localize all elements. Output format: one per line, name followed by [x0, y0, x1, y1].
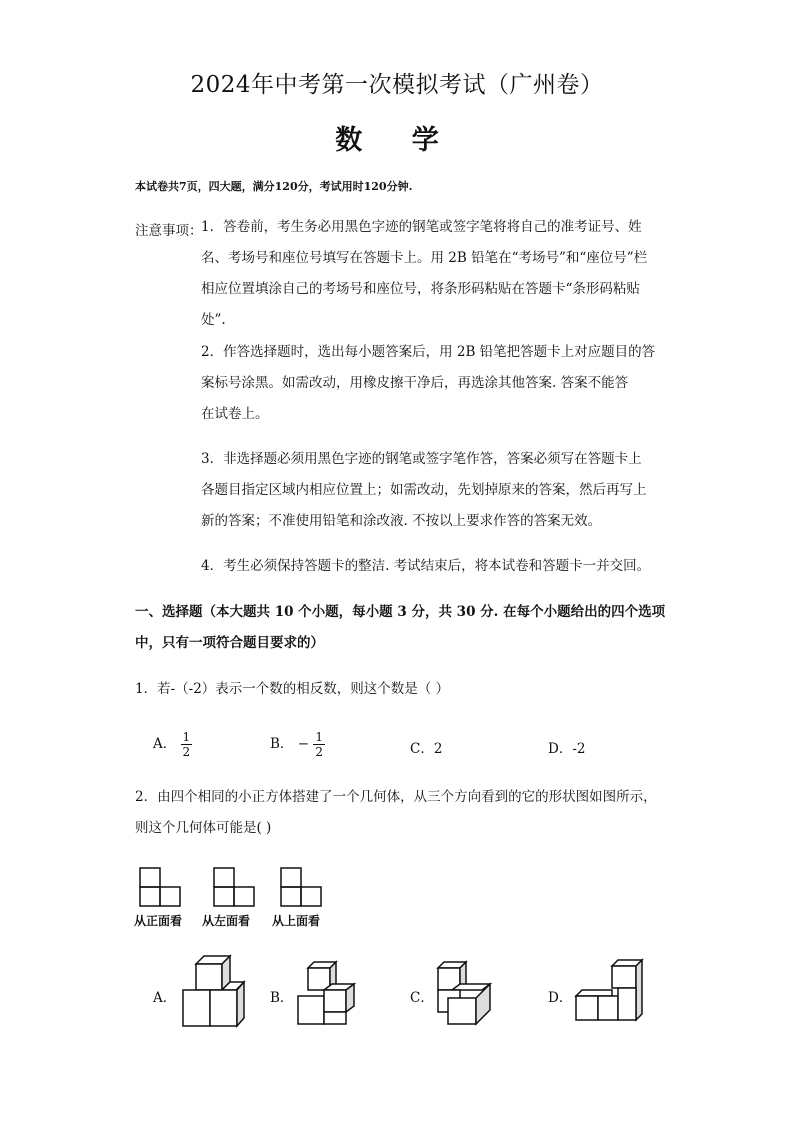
q2-stem-line: 则这个几何体可能是( ): [135, 820, 272, 836]
note-2: [201, 337, 663, 430]
section-heading: [135, 597, 675, 659]
q2-option-d-label: D．: [548, 990, 573, 1006]
q2-option-c-label: C．: [410, 990, 434, 1006]
option-label: D．: [548, 741, 573, 757]
note-line: 2．作答选择题时，选出每小题答案后，用 2B 铅笔把答题卡上对应题目的答: [201, 344, 656, 360]
fraction: [181, 730, 193, 759]
q2-option-b-label: B．: [270, 990, 294, 1006]
q2-option-a-drawing: [178, 954, 248, 1030]
q1-option-b: [270, 730, 325, 759]
fraction: [313, 730, 325, 759]
q2-option-a-label: A．: [153, 990, 177, 1006]
section-desc-1: （本大题共 10 个小题，每小题 3 分，共 30 分. 在每个小题给出的四个选项: [202, 604, 666, 620]
note-line: 各题目指定区域内相应位置上；如需改动，先划掉原来的答案，然后再写上: [201, 482, 647, 498]
note-line: 相应位置填涂自己的考场号和座位号，将条形码粘贴在答题卡“条形码粘贴: [201, 281, 640, 297]
subject-title: 数 学: [335, 125, 459, 156]
q2-option-d-drawing: [572, 956, 646, 1026]
exam-meta: 本试卷共7页，四大题，满分120分，考试用时120分钟.: [135, 180, 413, 193]
exam-title: 2024年中考第一次模拟考试（广州卷）: [190, 72, 604, 98]
front-view-label: 从正面看: [134, 914, 183, 928]
note-3: [201, 444, 663, 537]
front-view-drawing: [140, 868, 180, 906]
q1-option-d: [548, 737, 585, 757]
top-view-drawing: [281, 868, 321, 906]
q2-option-c-drawing: [432, 958, 498, 1030]
section-desc-2: 中，只有一项符合题目要求的）: [135, 635, 324, 651]
note-1: [201, 212, 663, 336]
fraction-numerator: 1: [182, 730, 191, 744]
minus-sign: −: [297, 736, 310, 752]
note-line: 3．非选择题必须用黑色字迹的钢笔或签字笔作答，答案必须写在答题卡上: [201, 451, 642, 467]
fraction-denominator: 2: [182, 745, 191, 759]
three-view-figure: [130, 862, 370, 912]
option-label: C．: [410, 741, 434, 757]
q2-option-b-drawing: [294, 958, 366, 1030]
option-value: 2: [433, 741, 443, 757]
note-line: 1．答卷前，考生务必用黑色字迹的钢笔或签字笔将将自己的准考证号、姓: [201, 219, 642, 235]
note-line: 在试卷上。: [201, 406, 269, 422]
q1-option-a: [153, 730, 192, 759]
q1-option-c: [410, 737, 442, 757]
note-line: 4．考生必须保持答题卡的整洁. 考试结束后，将本试卷和答题卡一并交回。: [201, 558, 651, 574]
note-line: 新的答案；不准使用铅笔和涂改液. 不按以上要求作答的答案无效。: [201, 513, 602, 529]
left-view-drawing: [214, 868, 254, 906]
fraction-denominator: 2: [315, 745, 323, 759]
top-view-label: 从上面看: [272, 914, 321, 928]
fraction-numerator: 1: [315, 730, 323, 744]
note-line: 处”.: [201, 312, 226, 328]
note-line: 名、考场号和座位号填写在答题卡上。用 2B 铅笔在“考场号”和“座位号”栏: [201, 250, 648, 266]
left-view-label: 从左面看: [202, 914, 251, 928]
option-label: B．: [270, 736, 294, 752]
q1-stem: 1．若-（-2）表示一个数的相反数，则这个数是（ ）: [135, 681, 450, 697]
section-head: 一、选择题: [135, 604, 203, 620]
q2-stem: [135, 782, 675, 844]
q2-stem-line: 2．由四个相同的小正方体搭建了一个几何体，从三个方向看到的它的形状图如图所示，: [135, 789, 657, 805]
notes-label: 注意事项：: [135, 223, 203, 239]
option-value: -2: [572, 741, 586, 757]
option-label: A．: [153, 736, 177, 752]
note-4: [201, 551, 663, 582]
note-line: 案标号涂黑。如需改动，用橡皮擦干净后，再选涂其他答案. 答案不能答: [201, 375, 629, 391]
